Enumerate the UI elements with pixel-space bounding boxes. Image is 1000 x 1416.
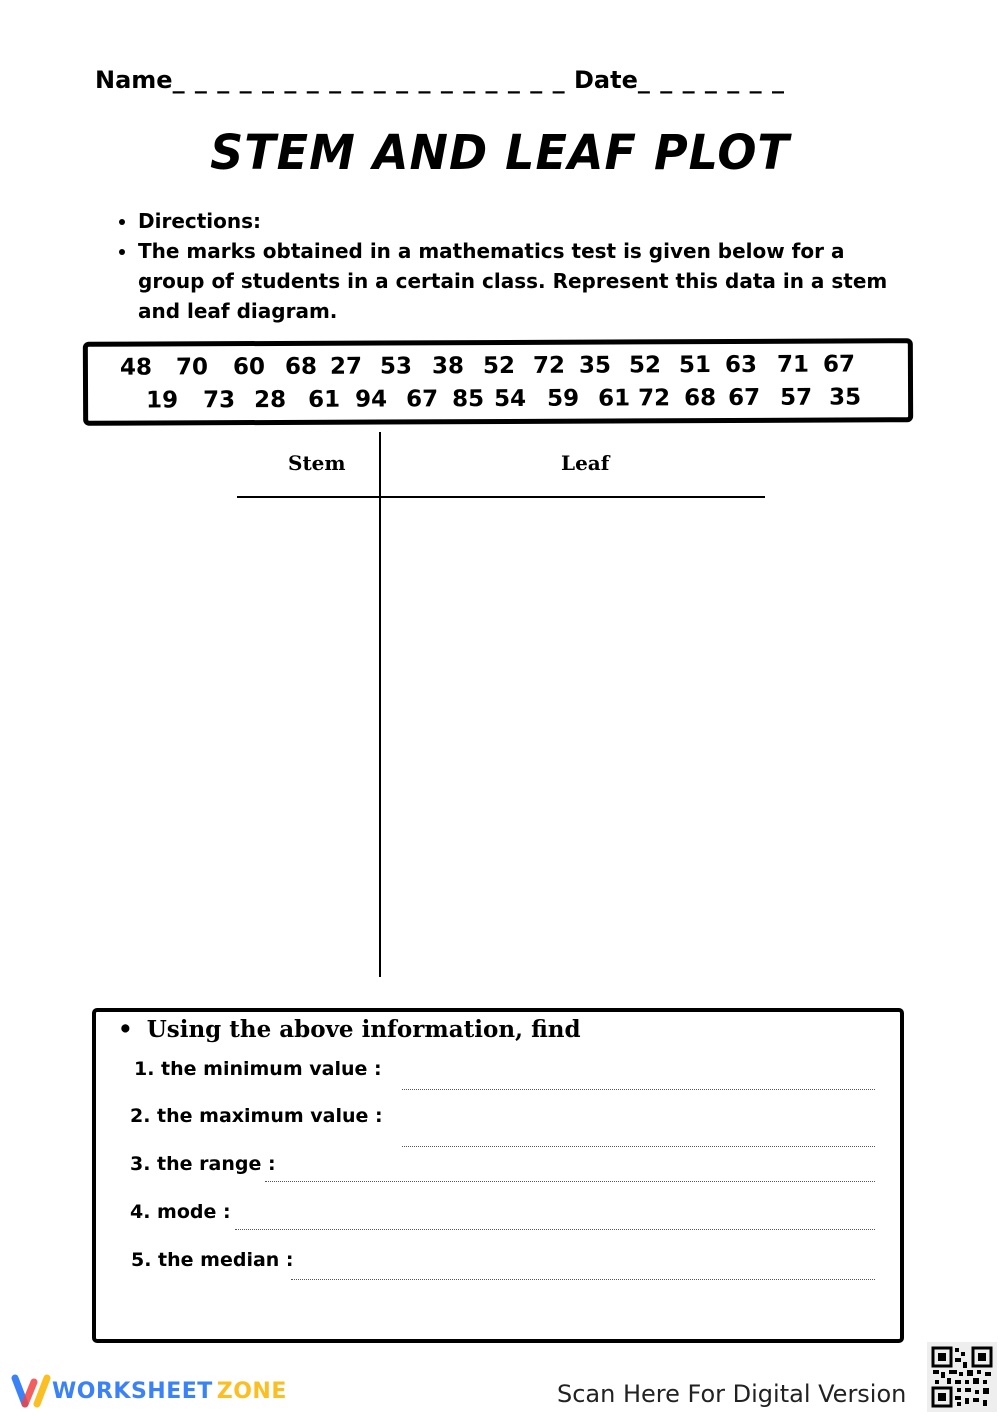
data-value: 51 [678,352,712,379]
data-value: 71 [776,351,809,378]
data-value: 38 [431,353,465,380]
data-set-box [83,338,913,426]
worksheet-zone-logo[interactable] [10,1374,287,1408]
data-value: 60 [232,354,266,381]
data-value: 67 [406,386,439,413]
answer-line-min[interactable] [402,1089,875,1090]
data-value: 54 [494,385,527,413]
answer-line-mode[interactable] [235,1229,875,1230]
tchart-vertical-divider [379,432,381,977]
data-value: 28 [254,386,287,414]
data-value: 35 [829,384,862,411]
leaf-column-header: Leaf [561,451,610,475]
leaf-answer-area[interactable] [382,500,765,975]
question-max-label: 2. the maximum value : [130,1105,383,1127]
data-value: 67 [728,384,761,411]
data-value: 52 [628,352,662,379]
data-value: 85 [452,386,485,413]
data-value: 52 [482,352,516,380]
name-label: Name [95,66,173,94]
answer-line-max[interactable] [402,1146,875,1147]
date-label: Date [573,66,638,94]
directions-heading: • Directions: [138,206,910,236]
directions-text: • The marks obtained in a mathematics test is given below for a group of students in a certain class. Represent this data in a stem and leaf diagram. [138,236,910,326]
logo-text-worksheet: WORKSHEET [52,1378,213,1404]
stem-column-header: Stem [288,451,346,475]
data-value: 48 [119,354,153,381]
date-blank[interactable]: _ _ _ _ _ _ _ [637,66,785,94]
data-value: 27 [329,353,363,380]
directions [110,206,910,326]
question-mode-label: 4. mode : [130,1201,231,1223]
answer-line-median[interactable] [291,1279,875,1280]
scan-instruction: Scan Here For Digital Version [557,1380,907,1408]
data-value: 53 [379,353,413,380]
name-date-line [95,66,915,94]
data-value: 59 [547,385,580,412]
questions-intro: • Using the above information, find [118,1016,581,1043]
data-value: 19 [146,387,179,414]
data-value: 73 [203,387,236,414]
question-median-label: 5. the median : [131,1249,294,1271]
qr-code-icon[interactable] [927,1342,997,1412]
data-value: 63 [724,351,758,379]
answer-line-range[interactable] [265,1181,875,1182]
logo-w-icon [10,1374,52,1408]
data-value: 72 [638,385,671,412]
data-value: 61 [308,386,341,413]
question-range-label: 3. the range : [130,1153,276,1175]
data-value: 67 [822,351,855,378]
data-value: 35 [578,352,612,379]
data-value: 94 [355,386,388,413]
data-value: 70 [175,354,209,381]
data-value: 57 [780,384,813,411]
data-value: 68 [684,385,717,412]
tchart-horizontal-divider [237,496,765,498]
data-value: 68 [284,353,318,380]
data-value: 61 [598,385,631,412]
page-title: STEM AND LEAF PLOT [210,123,790,181]
stem-answer-area[interactable] [237,500,378,975]
data-value: 72 [532,352,566,379]
question-min-label: 1. the minimum value : [134,1058,382,1080]
name-blank[interactable]: _ _ _ _ _ _ _ _ _ _ _ _ _ _ _ _ _ _ [172,66,566,94]
bullet-icon: • [118,1016,133,1043]
logo-text-zone: ZONE [216,1378,287,1404]
